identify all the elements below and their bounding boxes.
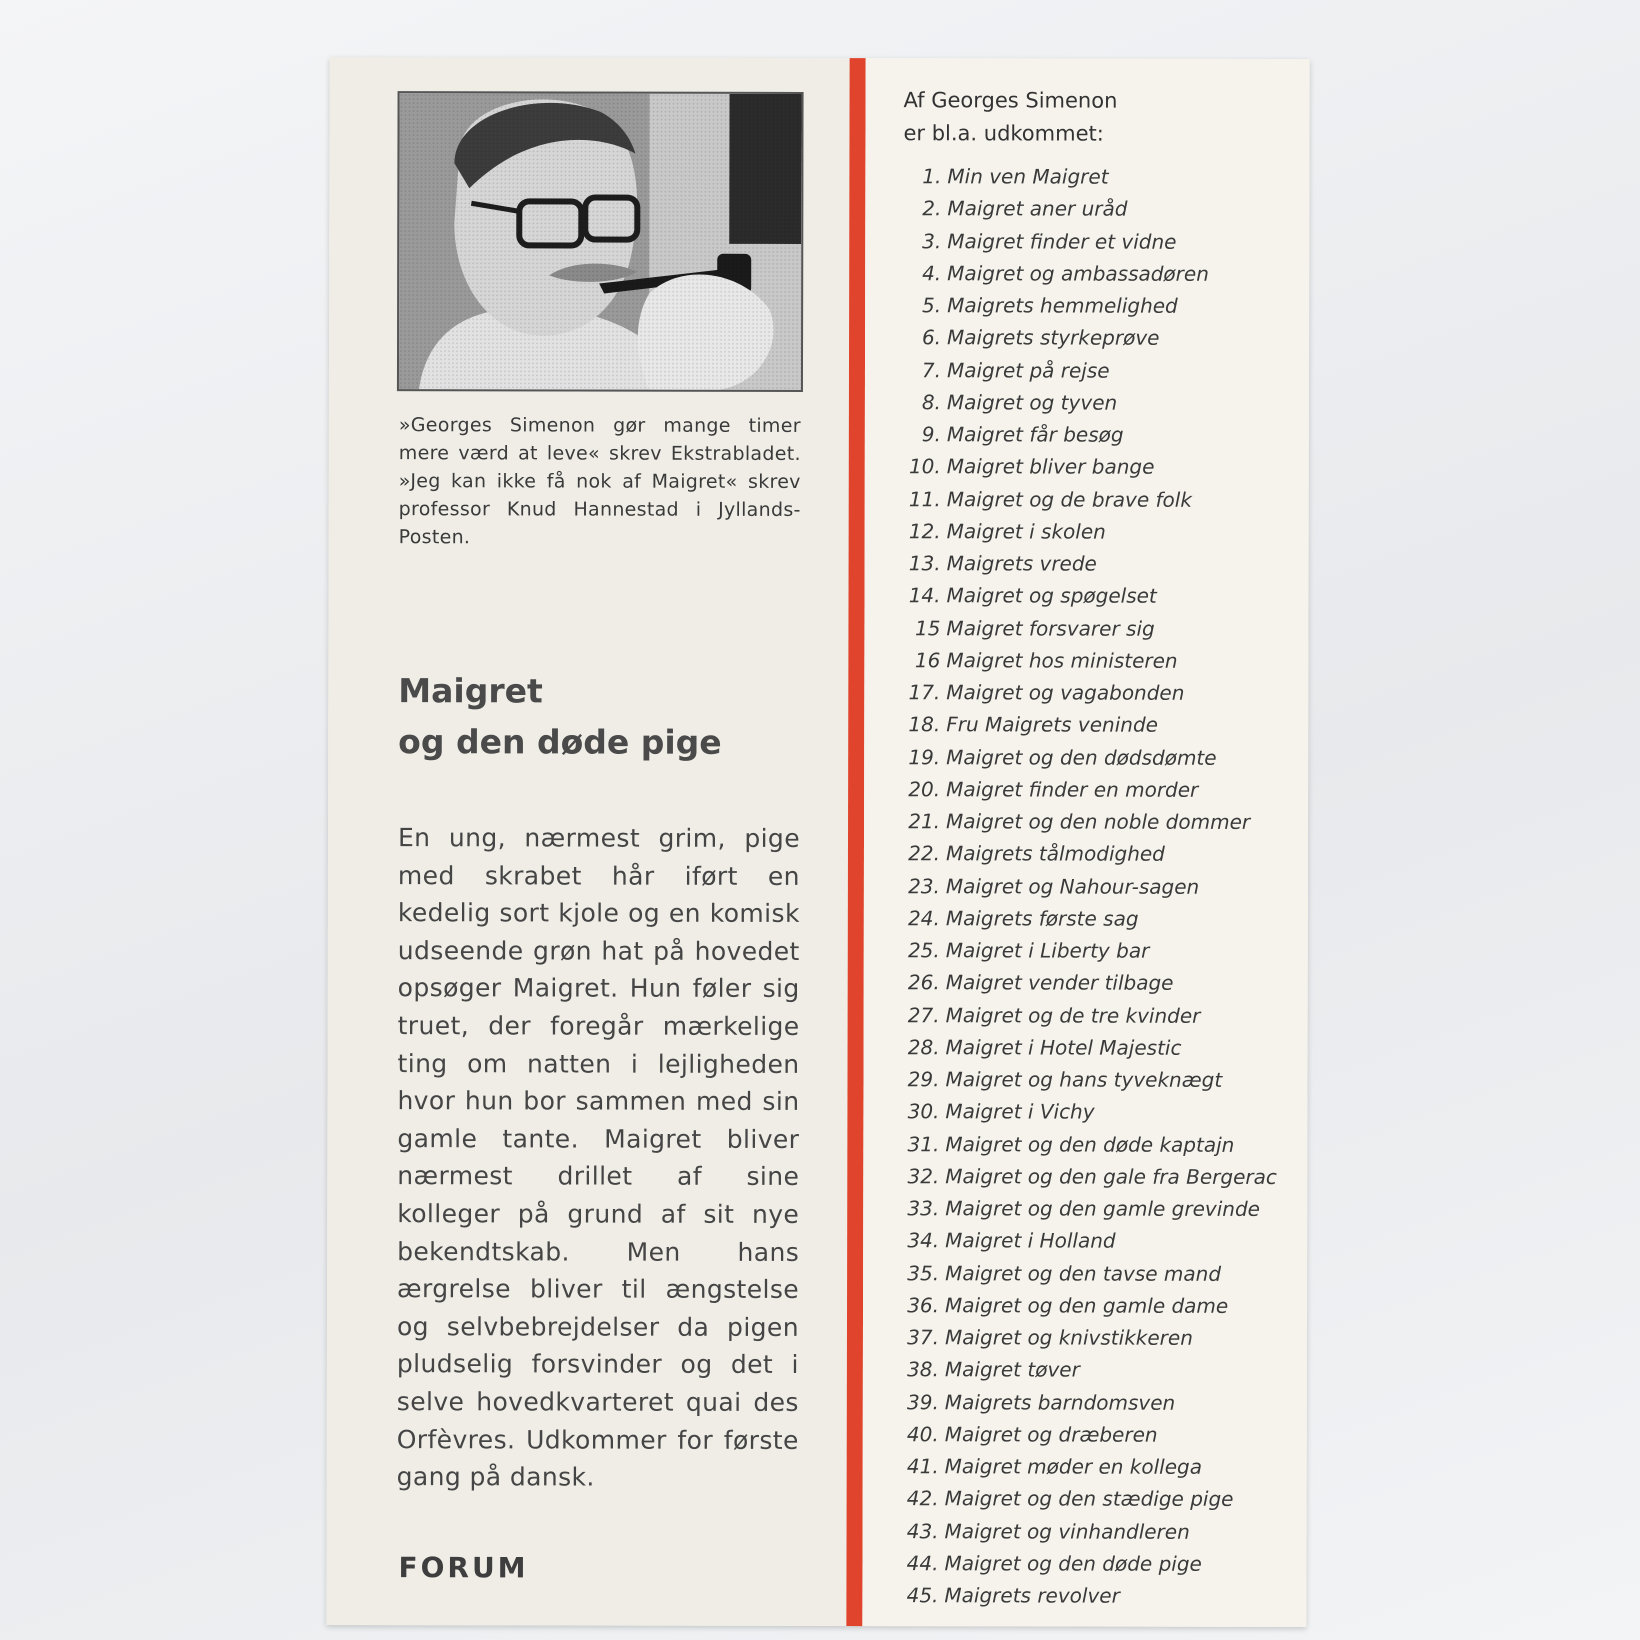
list-item [900, 870, 1300, 903]
list-item-title: Maigret på rejse [946, 357, 1110, 383]
list-item-title: Maigret aner uråd [947, 196, 1128, 221]
list-item-title: Maigrets vrede [946, 551, 1097, 576]
list-item [900, 934, 1300, 967]
list-item-title: Maigret og de tre kvinder [945, 1002, 1201, 1028]
list-item-title: Maigret vender tilbage [945, 970, 1174, 995]
list-item-title: Maigret og Nahour-sagen [945, 873, 1200, 899]
list-item-title: Maigret finder en morder [946, 777, 1199, 802]
list-item-title: Maigrets revolver [944, 1583, 1120, 1608]
list-item-title: Maigret og knivstikkeren [944, 1325, 1193, 1350]
list-item [901, 483, 1301, 516]
list-item [899, 1450, 1299, 1483]
list-item-number: 39. [906, 1389, 939, 1414]
list-item-title: Maigrets styrkeprøve [947, 325, 1160, 350]
list-item-number: 45. [906, 1583, 939, 1608]
list-item-title: Maigret finder et vidne [947, 228, 1177, 254]
list-item-number: 3. [922, 228, 942, 253]
list-item-title: Maigrets første sag [945, 906, 1139, 931]
list-item-number: 38. [907, 1357, 939, 1382]
list-item-number: 17. [908, 680, 941, 705]
list-item [901, 354, 1301, 387]
list-item-title: Maigret hos ministeren [946, 648, 1178, 673]
list-item [901, 225, 1301, 258]
list-item [900, 1031, 1300, 1064]
titles-list [898, 160, 1301, 1612]
right-panel [862, 58, 1309, 1627]
series-heading [903, 84, 1283, 151]
list-item-number: 19. [908, 744, 941, 769]
list-item [899, 1386, 1299, 1419]
list-item [900, 773, 1300, 806]
list-item-number: 8. [921, 389, 941, 415]
book-title-line-1: Maigret [398, 671, 543, 711]
list-item-number: 24. [908, 905, 940, 931]
list-item [899, 1128, 1299, 1161]
book-title [398, 665, 818, 768]
list-item-title: Maigret og vagabonden [946, 680, 1185, 705]
list-item-title: Maigret i Vichy [945, 1099, 1095, 1124]
list-item-title: Maigret og den stædige pige [944, 1486, 1234, 1512]
list-item-number: 22. [908, 841, 941, 866]
list-item-title: Fru Maigrets veninde [946, 712, 1158, 737]
list-item-title: Maigret i skolen [946, 519, 1106, 544]
list-item [900, 966, 1300, 999]
list-item-number: 34. [907, 1228, 940, 1253]
list-item-number: 37. [907, 1325, 939, 1350]
list-item-number: 23. [908, 873, 940, 898]
list-item-number: 28. [907, 1034, 940, 1060]
list-item-title: Maigret og ambassadøren [947, 261, 1209, 286]
list-item-number: 42. [906, 1486, 939, 1511]
list-item [900, 999, 1300, 1032]
list-item-title: Maigret og den dødsdømte [946, 744, 1217, 770]
list-item-number: 18. [908, 712, 941, 737]
list-item-number: 10. [908, 454, 941, 479]
list-item-number: 6. [921, 325, 942, 350]
list-item-title: Maigret i Holland [945, 1228, 1116, 1253]
list-item [900, 579, 1300, 612]
list-item-title: Maigret og den gamle grevinde [945, 1196, 1261, 1221]
list-item [899, 1063, 1299, 1096]
list-item [900, 741, 1300, 774]
list-item-number: 41. [906, 1454, 939, 1479]
list-item [900, 708, 1300, 741]
list-item-title: Maigrets barndomsven [944, 1389, 1176, 1415]
list-item [901, 321, 1301, 354]
list-item-number: 13. [908, 551, 941, 576]
left-panel [326, 57, 849, 1626]
list-item-title: Maigrets hemmelighed [947, 293, 1178, 318]
list-item-title: Maigret og den tavse mand [945, 1260, 1222, 1286]
list-item [899, 1515, 1299, 1548]
list-item [901, 418, 1301, 451]
review-quote: »Georges Simenon gør mange timer mere værd at leve« skrev Ekstrabladet. »Jeg kan ikke få nok af Maigret« skrev professor Knud Hannestad i Jyllands-Posten. [398, 414, 801, 549]
list-item [899, 1257, 1299, 1290]
list-item-number: 31. [907, 1131, 940, 1156]
list-item-number: 21. [908, 809, 941, 834]
list-item-number: 26. [907, 970, 940, 995]
list-item-title: Maigret og den døde kaptajn [945, 1131, 1235, 1157]
list-item-title: Maigret og de brave folk [946, 486, 1192, 512]
list-item [901, 192, 1301, 225]
list-item-number: 9. [921, 422, 941, 447]
list-item-number: 15 [914, 615, 941, 640]
book-back-cover [326, 57, 1309, 1627]
list-item [899, 1224, 1299, 1257]
list-item [900, 644, 1300, 677]
list-item-title: Maigret i Hotel Majestic [945, 1035, 1182, 1060]
series-heading-line-2: er bl.a. udkommet: [903, 121, 1104, 146]
list-item [900, 805, 1300, 838]
list-item [901, 289, 1301, 322]
list-item-title: Maigret i Liberty bar [945, 938, 1150, 963]
list-item-number: 33. [907, 1196, 940, 1221]
list-item-number: 4. [922, 260, 942, 286]
list-item-number: 35. [907, 1260, 940, 1285]
list-item [901, 257, 1301, 290]
list-item-title: Maigrets tålmodighed [945, 841, 1165, 866]
list-item [899, 1482, 1299, 1515]
list-item [898, 1547, 1298, 1580]
list-item [899, 1321, 1299, 1354]
list-item [898, 1579, 1298, 1612]
list-item [899, 1353, 1299, 1386]
list-item-number: 1. [922, 164, 942, 189]
series-heading-line-1: Af Georges Simenon [903, 88, 1118, 113]
list-item-title: Maigret og vinhandleren [944, 1518, 1190, 1544]
list-item [899, 1192, 1299, 1225]
list-item-number: 11. [908, 486, 941, 511]
list-item-title: Maigret bliver bange [946, 454, 1155, 479]
list-item-number: 14. [908, 583, 941, 608]
book-blurb: En ung, nærmest grim, pige med skrabet hår iført en kedelig sort kjole og en komisk udseende grøn hat på hovedet opsøger Maigret. Hun føler sig truet, der foregår mærkelige ting om natten i lejligheden hvor hun bor sammen med sin gamle tante. Maigret bliver nærmest drillet af sine kolleger på grund af sit nye bekendtskab. Men hans ærgrelse bliver til ængstelse og selvbebrejdelser da pigen pludselig forsvinder og det i selve hovedkvarteret quai des Orfèvres. Udkommer for første gang på dansk. [396, 823, 801, 1492]
list-item-number: 30. [907, 1099, 940, 1124]
list-item [901, 386, 1301, 419]
author-portrait-with-pipe-icon [399, 93, 802, 390]
list-item-number: 2. [922, 196, 942, 221]
list-item [899, 1095, 1299, 1128]
list-item [899, 1160, 1299, 1193]
list-item [899, 1418, 1299, 1451]
list-item-number: 12. [908, 518, 941, 544]
list-item [900, 676, 1300, 709]
list-item [901, 547, 1301, 580]
list-item-title: Maigret møder en kollega [944, 1454, 1203, 1479]
book-title-line-2: og den døde pige [398, 722, 722, 762]
list-item [901, 450, 1301, 483]
list-item-number: 40. [906, 1421, 939, 1447]
list-item-title: Maigret tøver [944, 1357, 1080, 1382]
list-item-number: 20. [908, 776, 941, 802]
list-item-title: Maigret og den gale fra Bergerac [945, 1164, 1277, 1189]
list-item-number: 29. [907, 1067, 940, 1092]
list-item-title: Maigret og dræberen [944, 1422, 1158, 1447]
list-item [901, 515, 1301, 548]
list-item [901, 160, 1301, 193]
list-item-number: 43. [906, 1518, 939, 1543]
list-item-number: 32. [907, 1163, 940, 1189]
list-item-number: 36. [907, 1292, 940, 1318]
author-photo [397, 91, 804, 392]
publisher-logo: FORUM [398, 1551, 529, 1585]
list-item-title: Maigret og hans tyveknægt [945, 1067, 1223, 1092]
list-item [900, 612, 1300, 645]
list-item-title: Maigret og den gamle dame [945, 1293, 1229, 1318]
list-item-title: Maigret og spøgelset [946, 583, 1157, 608]
list-item [899, 1289, 1299, 1322]
list-item-title: Maigret forsvarer sig [946, 615, 1155, 641]
list-item-title: Min ven Maigret [947, 164, 1109, 189]
list-item-number: 16 [914, 647, 941, 673]
list-item-number: 44. [906, 1550, 939, 1576]
list-item-title: Maigret og den noble dommer [946, 809, 1251, 834]
list-item-number: 5. [922, 293, 942, 318]
list-item-title: Maigret får besøg [946, 422, 1124, 447]
list-item-number: 25. [907, 938, 940, 963]
list-item-number: 27. [907, 1002, 940, 1027]
list-item-title: Maigret og den døde pige [944, 1551, 1202, 1576]
list-item-title: Maigret og tyven [946, 390, 1118, 415]
list-item-number: 7. [921, 357, 942, 382]
list-item [900, 902, 1300, 935]
list-item [900, 837, 1300, 870]
